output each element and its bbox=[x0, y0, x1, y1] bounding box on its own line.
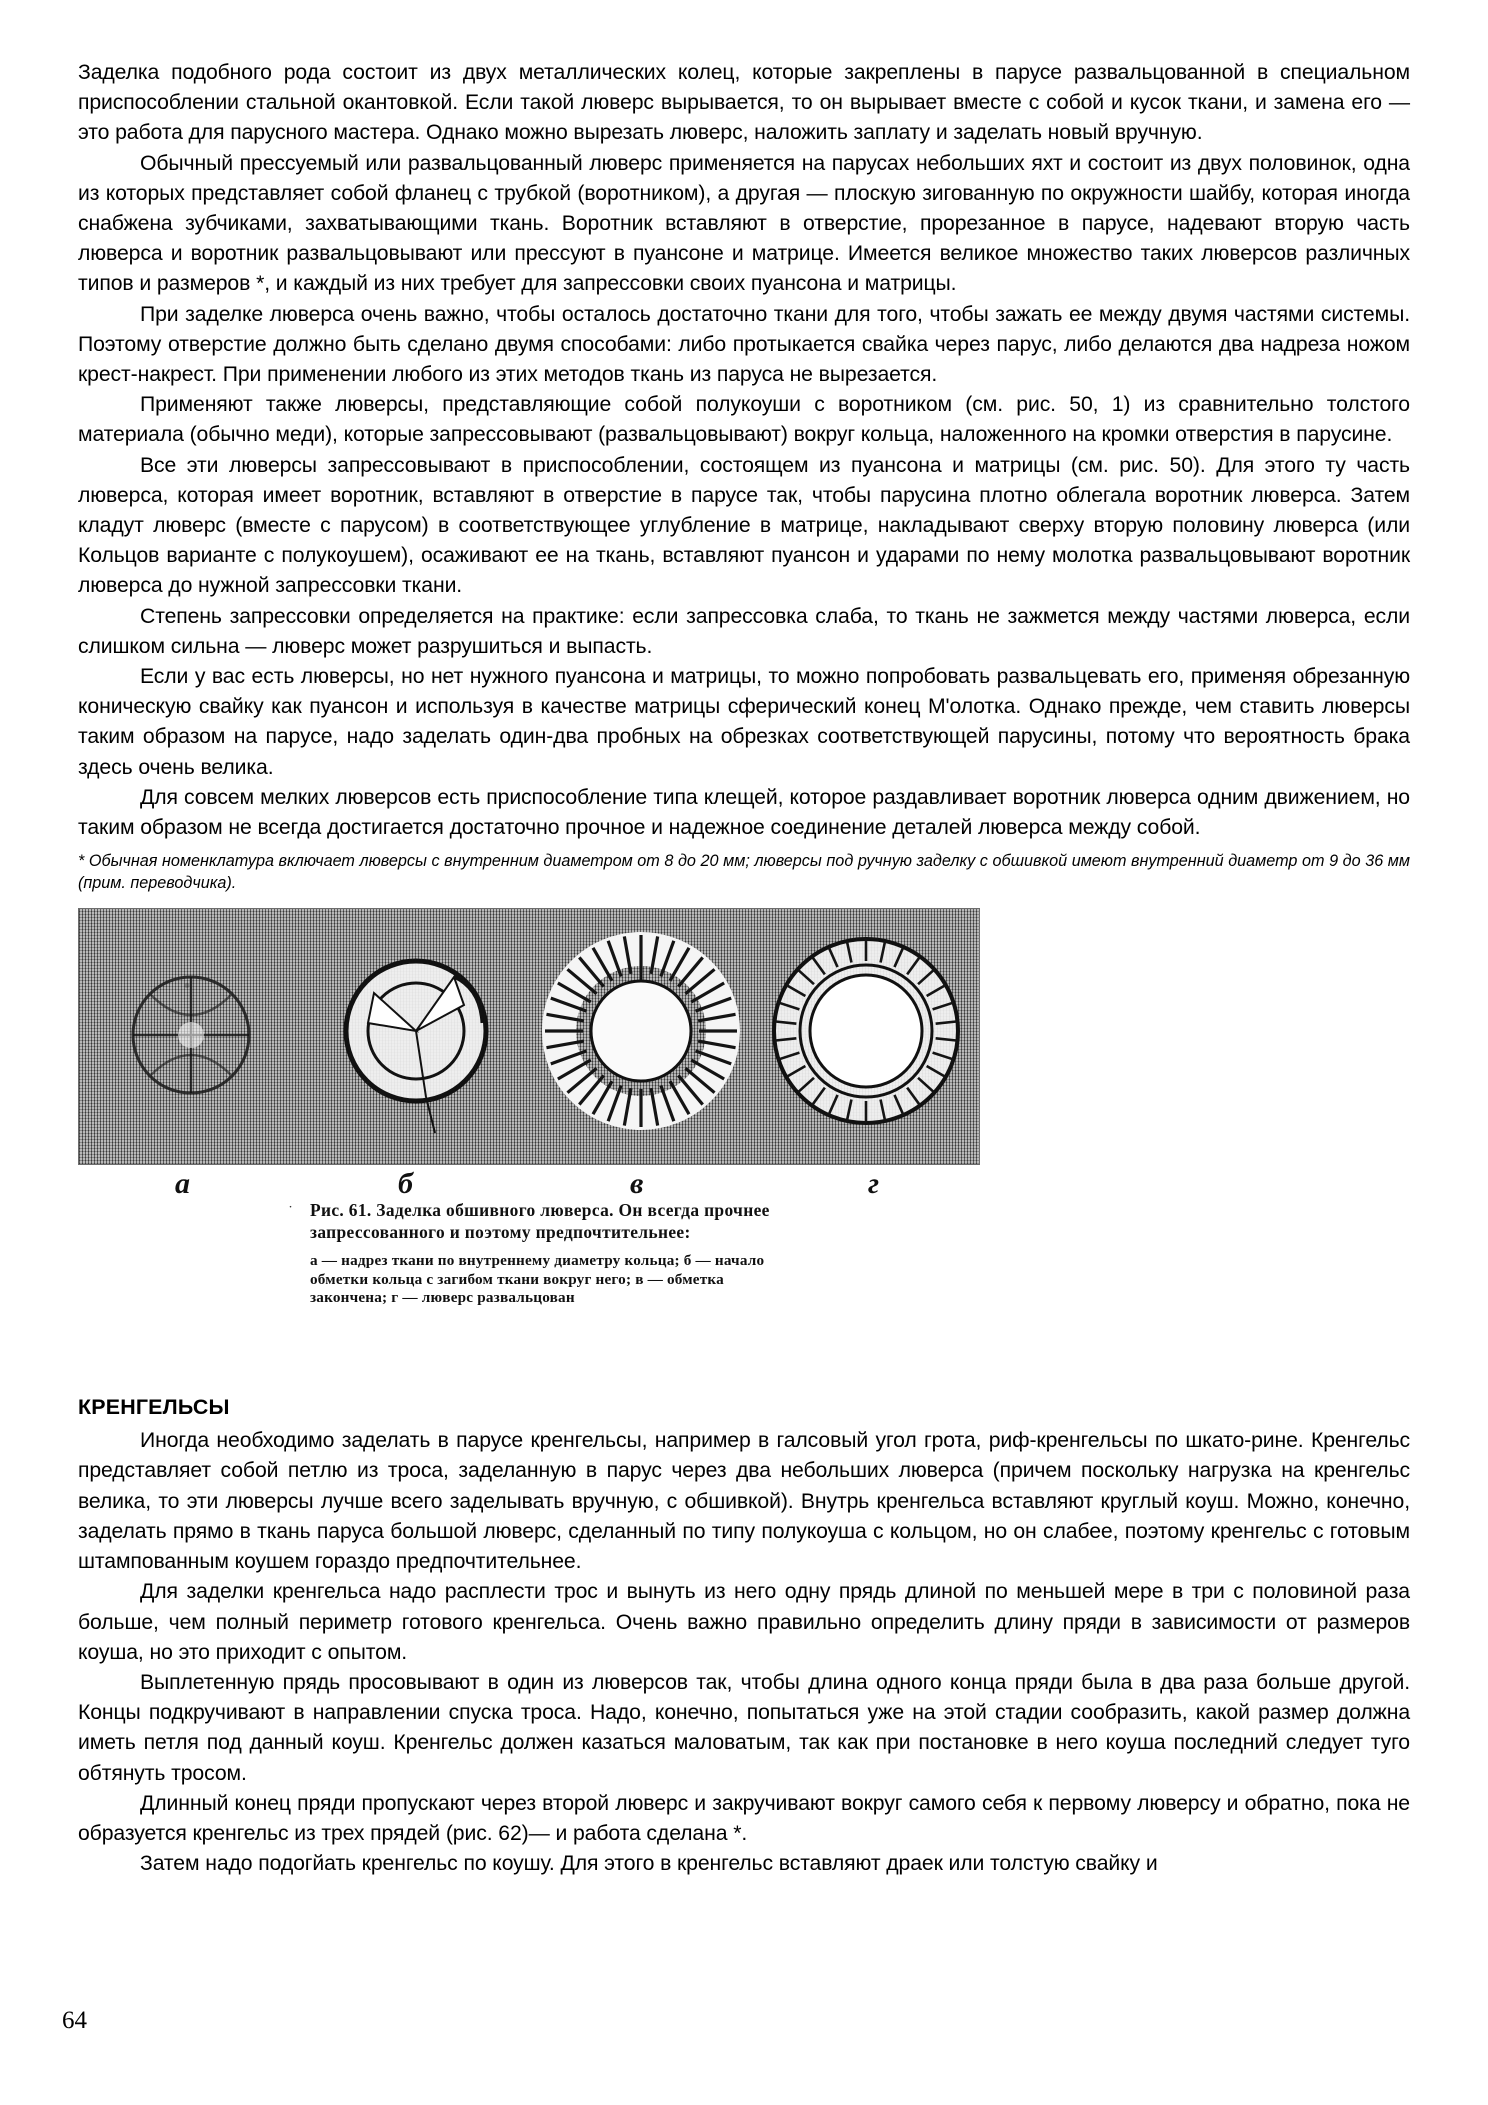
section-paragraph-3: Выплетенную прядь просовывают в один из люверсов так, чтобы длина одного конца пряди была в два раза больше другой. Концы подкручивают в направлении спуска троса. Надо, конечно, попытаться уже на этой стадии сообразить, какой размер должна иметь петля под данный коуш. Кренгельс должен казаться маловатым, так как при постановке в него коуша последний следует туго обтянуть тросом. bbox=[78, 1670, 1410, 1785]
paragraph-5: Все эти люверсы запрессовывают в приспособлении, состоящем из пуансона и матрицы (см. рис. 50). Для этого ту часть люверса, которая имеет воротник, вставляют в отверстие в парусе так, чтобы парусина плотно облегала воротник люверса. Затем кладут люверс (вместе с парусом) в соответствующее углубление в матрице, накладывают сверху вторую половину люверса (или Кольцов варианте с полукоушем), осаживают ее на ткань, вставляют пуансон и ударами по нему молотка развальцовывают воротник люверса до нужной запрессовки ткани. bbox=[78, 453, 1410, 598]
figure-panel-a-image bbox=[79, 919, 304, 1154]
section-heading-krengelsy: КРЕНГЕЛЬСЫ bbox=[78, 1395, 230, 1420]
section-paragraph-1: Иногда необходимо заделать в парусе кренгельсы, например в галсовый угол грота, риф-кренгельсы по шкато-рине. Кренгельс представляет собой петлю из троса, заделанную в парус через два небольших люверса (причем поскольку нагрузка на кренгельс велика, то эти люверсы лучше всего заделывать вручную, с обшивкой). Внутрь кренгельса вставляют круглый коуш. Можно, конечно, заделать прямо в ткань паруса большой люверс, сделанный по типу полукоуша с кольцом, но он слабее, поэтому кренгельс с готовым штампованным коушем гораздо предпочтительнее. bbox=[78, 1429, 1410, 1574]
paragraph-1: Заделка подобного рода состоит из двух металлических колец, которые закреплены в парусе развальцованной в специальном приспособлении стальной окантовкой. Если такой люверс вырывается, то он вырывает вместе с собой и кусок ткани, и замена его — это работа для парусного мастера. Однако можно вырезать люверс, наложить заплату и заделать новый вручную. bbox=[78, 61, 1410, 145]
paragraph-2: Обычный прессуемый или развальцованный люверс применяется на парусах небольших яхт и состоит из двух половинок, одна из которых представляет собой фланец с трубкой (воротником), а другая — плоскую зигованную по окружности шайбу, которая иногда снабжена зубчиками, захватывающими ткань. Воротник вставляют в отверстие, прорезанное в парусе, надевают вторую часть люверса и воротник развальцовывают или прессуют в пуансоне и матрице. Имеется великое множество таких люверсов различных типов и размеров *, и каждый из них требует для запрессовки своих пуансона и матрицы. bbox=[78, 151, 1410, 296]
figure-caption bbox=[288, 1200, 770, 1307]
paragraph-6: Степень запрессовки определяется на практике: если запрессовка слаба, то ткань не зажмется между частями люверса, если слишком сильна — люверс может разрушиться и выпасть. bbox=[78, 604, 1410, 658]
figure-panel-b-image bbox=[304, 919, 529, 1154]
figure-61 bbox=[78, 908, 978, 1307]
section-paragraph-2: Для заделки кренгельса надо расплести трос и вынуть из него одну прядь длиной по меньшей мере в три с половиной раза больше, чем полный периметр готового кренгельса. Очень важно правильно определить длину пряди в зависимости от размеров коуша, но это приходит с опытом. bbox=[78, 1580, 1410, 1664]
footnote-translator-note: * Обычная номенклатура включает люверсы с внутренним диаметром от 8 до 20 мм; люверсы под ручную заделку с обшивкой имеют внутренний диаметр от 9 до 36 мм (прим. переводчика). bbox=[78, 852, 1410, 892]
figure-letter-b: б bbox=[398, 1167, 413, 1201]
page-content bbox=[78, 58, 1410, 1879]
figure-letter-a: а bbox=[175, 1167, 190, 1201]
figure-caption-title: Рис. 61. Заделка обшивного люверса. Он всегда прочнее запрессованного и поэтому предпочтительнее: bbox=[310, 1200, 770, 1242]
paragraph-3: При заделке люверса очень важно, чтобы осталось достаточно ткани для того, чтобы зажать ее между двумя частями системы. Поэтому отверстие должно быть сделано двумя способами: либо протыкается свайка через парус, либо делаются два надреза ножом крест-накрест. При применении любого из этих методов ткань из паруса не вырезается. bbox=[78, 302, 1410, 387]
section-paragraph-5: Затем надо подогйать кренгельс по коушу. Для этого в кренгельс вставляют драек или толстую свайку и bbox=[140, 1852, 1158, 1876]
page-number: 64 bbox=[62, 2007, 87, 2034]
figure-letter-v: в bbox=[630, 1167, 644, 1201]
paragraph-4: Применяют также люверсы, представляющие собой полукоуши с воротником (см. рис. 50, 1) из сравнительно толстого материала (обычно меди), которые запрессовывают (развальцовывают) вокруг кольца, наложенного на кромки отверстия в парусине. bbox=[78, 393, 1410, 447]
figure-panel-v-image bbox=[529, 919, 754, 1154]
section-paragraph-4: Длинный конец пряди пропускают через второй люверс и закручивают вокруг самого себя к первому люверсу и обратно, пока не образуется кренгельс из трех прядей (рис. 62)— и работа сделана *. bbox=[78, 1791, 1410, 1845]
paragraph-8: Для совсем мелких люверсов есть приспособление типа клещей, которое раздавливает воротник люверса одним движением, но таким образом не всегда достигается достаточно прочное и надежное соединение деталей люверса между собой. bbox=[78, 785, 1410, 840]
figure-panel-g-image bbox=[754, 919, 979, 1154]
figure-61-plate-image bbox=[78, 908, 980, 1165]
figure-caption-legend: а — надрез ткани по внутреннему диаметру кольца; б — начало обметки кольца с загибом ткани вокруг него; в — обметка закончена; г — люверс развальцован bbox=[310, 1252, 765, 1307]
figure-letter-g: г bbox=[868, 1167, 880, 1201]
caption-scan-speck: ˙ bbox=[288, 1204, 293, 1221]
paragraph-7: Если у вас есть люверсы, но нет нужного пуансона и матрицы, то можно попробовать развальцевать его, применяя обрезанную коническую свайку как пуансон и используя в качестве матрицы сферический конец М'олотка. Однако прежде, чем ставить люверсы таким образом на парусе, надо заделать один-два пробных на обрезках соответствующей парусины, потому что вероятность брака здесь очень велика. bbox=[78, 665, 1410, 779]
